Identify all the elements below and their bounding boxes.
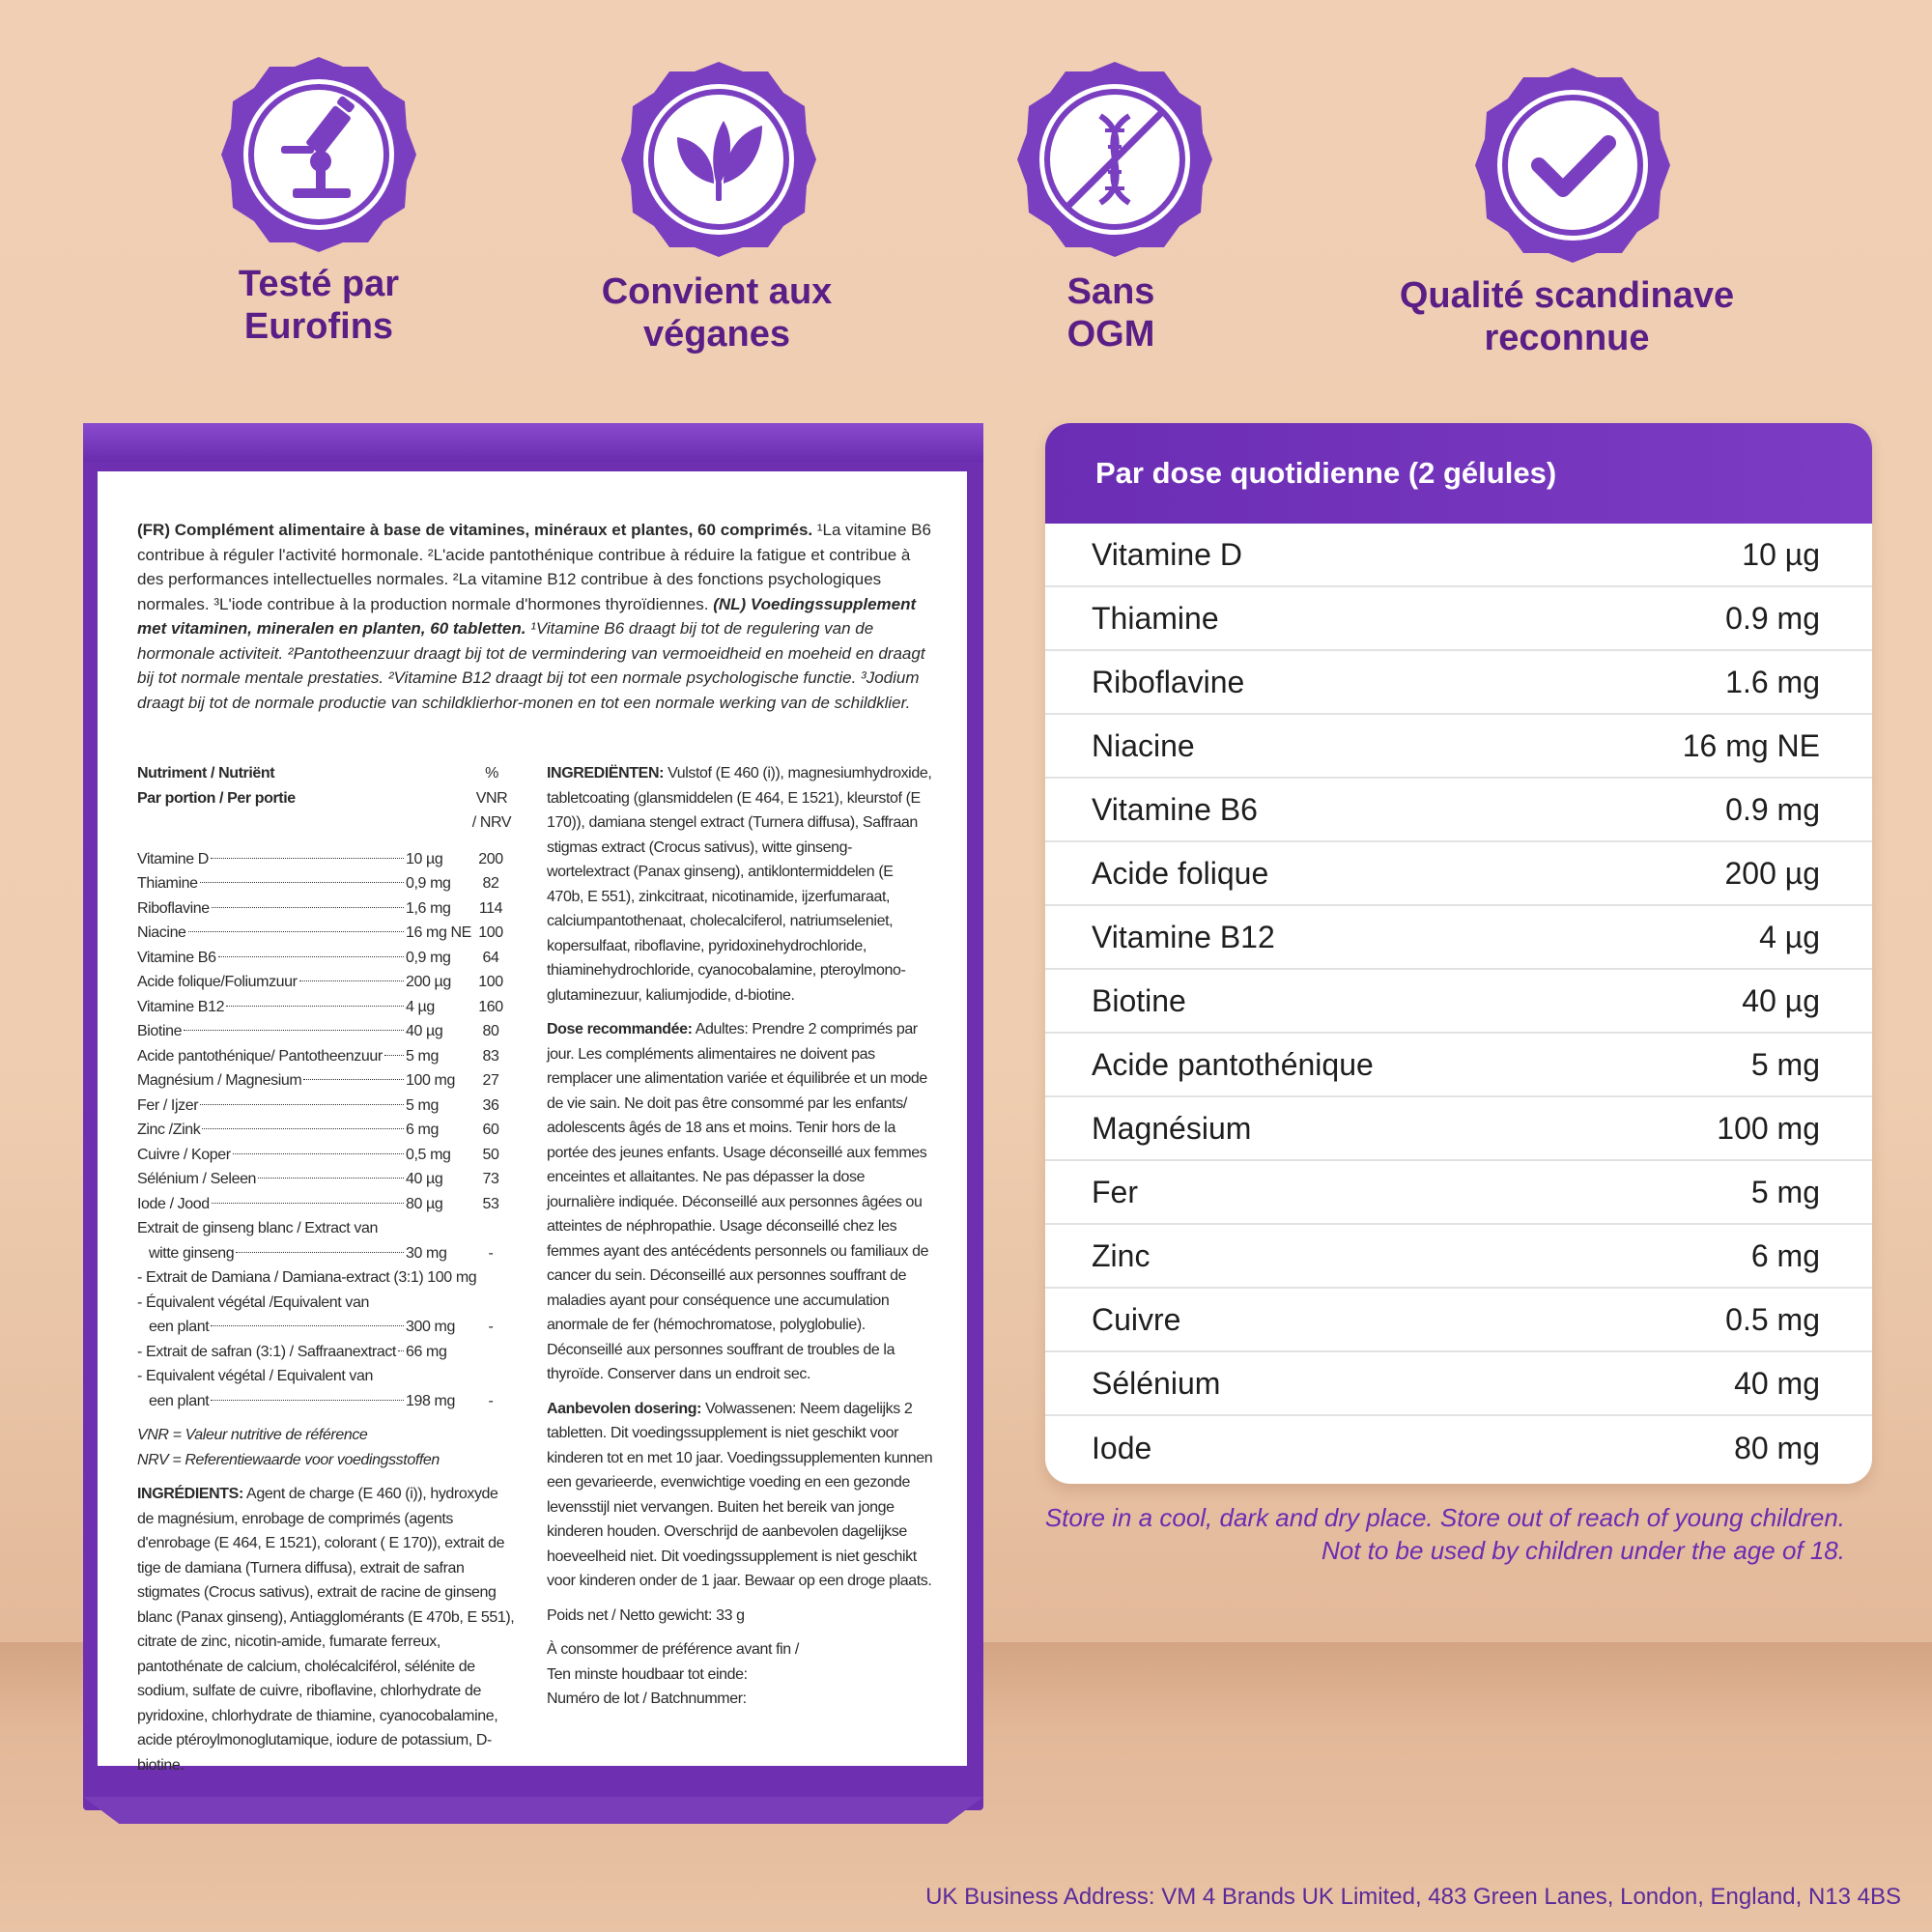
table-row-value: 1.6 mg [1725, 664, 1820, 699]
nutrient-amount: 5 mg [406, 1096, 439, 1114]
leader-dots [226, 1006, 404, 1007]
no-dna-icon [1013, 58, 1216, 261]
badge-vegan [612, 58, 825, 261]
table-row-name: Zinc [1092, 1237, 1151, 1273]
nutrient-amount: 200 µg [406, 974, 451, 990]
table-row [1045, 970, 1872, 1034]
badge-quality-label: Qualité scandinave reconnue [1399, 275, 1735, 358]
net-weight: Poids net / Netto gewicht: 33 g [547, 1606, 745, 1624]
herb-name: witte ginseng [149, 1244, 235, 1262]
leader-dots [303, 1079, 404, 1080]
table-row-value: 0.9 mg [1725, 600, 1820, 636]
table-row-value: 40 µg [1742, 982, 1820, 1018]
nutrient-row [137, 970, 516, 995]
table-row-name: Magnésium [1092, 1110, 1252, 1146]
daily-dose-table-header: Par dose quotidienne (2 gélules) [1045, 423, 1872, 524]
badge-vegan-label: Convient aux véganes [601, 271, 833, 355]
nutrient-vnr: 100 [478, 924, 503, 941]
nutrient-amount: 80 µg [406, 1195, 443, 1212]
table-row-name: Fer [1092, 1174, 1138, 1209]
product-label-text [137, 518, 939, 1774]
table-row [1045, 1034, 1872, 1097]
nutrient-name: Acide folique/Foliumzuur [137, 974, 298, 990]
leaf-icon [617, 58, 820, 261]
nutrient-name: Niacine [137, 924, 186, 941]
leader-dots [212, 1203, 404, 1204]
table-row-value: 5 mg [1750, 1174, 1820, 1209]
product-box-top [83, 423, 983, 462]
nutrient-vnr: 80 [482, 1023, 499, 1039]
table-row-name: Vitamine B12 [1092, 919, 1275, 954]
leader-dots [233, 1153, 404, 1154]
nutrient-row [137, 1019, 516, 1044]
leader-dots [184, 1030, 404, 1031]
product-box-bottom [83, 1797, 983, 1824]
nutrient-vnr: 114 [478, 899, 503, 917]
leader-dots [258, 1178, 404, 1179]
badge-non-gmo [1009, 58, 1221, 261]
nutrient-row [137, 1192, 516, 1217]
table-row-name: Thiamine [1092, 600, 1219, 636]
nutrient-amount: 6 mg [406, 1122, 439, 1138]
herb-name: een plant [149, 1392, 210, 1409]
dosage-nl: Aanbevolen dosering: Volwassenen: Neem dagelijks 2 tabletten. Dit voedingssupplement is niet geschikt voor kinderen tot en met 10 jaar. Voedingssupplementen kunnen een gevarieerde, evenwichtige voeding en een gezonde levensstijl niet vervangen. Buiten het bereik van jonge kinderen houden. Overschrijd de aanbevolen dagelijkse hoeveelheid niet. Dit voedingssupplement is niet geschikt voor kinderen onder de 1 jaar. Bewaar op een droge plaats. [547, 1400, 933, 1589]
nutrient-row [137, 1118, 516, 1143]
nutrient-vnr: 100 [478, 974, 503, 990]
badge-non-gmo-label: Sans OGM [1066, 271, 1155, 355]
nutrition-header: Nutriment / Nutriënt Par portion / Per portie % VNR / NRV [137, 765, 512, 831]
table-row-name: Cuivre [1092, 1301, 1181, 1337]
leader-dots [384, 1055, 404, 1056]
leader-dots [211, 858, 404, 859]
ingredients-nl: INGREDIËNTEN: Vulstof (E 460 (i)), magnesiumhydroxide, tabletcoating (glansmiddelen (E 464, E 1521), kleurstof (E 170)), damiana stengel extract (Turnera diffusa), Saffraan stigmas extract (Crocus sativus), witte ginseng-wortelextract (Panax ginseng), antiklontermiddelen (E 470b, E 551), zinkcitraat, nicotinamide, ijzerfumaraat, calciumpantothenaat, cholecalciferol, natriumseleniet, kopersulfaat, riboflavine, pyridoxinehydrochloride, thiaminehydrochloride, cyanocobalamine, pteroylmono-glutaminezuur, kaliumjodide, d-biotine. [547, 765, 932, 1004]
nutrient-vnr: 60 [482, 1122, 499, 1138]
leader-dots [299, 980, 404, 981]
nutrient-vnr: 27 [482, 1072, 499, 1089]
badge-eurofins-label: Testé par Eurofins [238, 264, 400, 347]
nutrient-name: Acide pantothénique/ Pantotheenzuur [137, 1047, 383, 1065]
table-row-value: 0.9 mg [1725, 791, 1820, 827]
herb-amount: 100 mg [427, 1269, 477, 1286]
table-row-name: Acide pantothénique [1092, 1046, 1374, 1082]
storage-note: Store in a cool, dark and dry place. Store out of reach of young children. Not to be used by children under the age of 18. [1044, 1503, 1845, 1565]
table-row-name: Biotine [1092, 982, 1186, 1018]
nutrient-amount: 1,6 mg [406, 899, 451, 917]
herb-amount: 66 mg [406, 1343, 447, 1360]
badge-quality [1466, 64, 1679, 267]
nutrient-vnr: 36 [482, 1096, 499, 1114]
herb-row [137, 1340, 516, 1365]
table-row-value: 80 mg [1734, 1430, 1820, 1465]
nutrient-name: Vitamine B6 [137, 949, 216, 966]
table-row [1045, 779, 1872, 842]
nutrient-name: Magnésium / Magnesium [137, 1072, 302, 1089]
leader-dots [211, 1325, 404, 1326]
nutrient-amount: 0,9 mg [406, 875, 451, 892]
ingredients-column [547, 761, 933, 1712]
nutrient-row [137, 847, 516, 872]
herb-name: een plant [149, 1319, 210, 1335]
dosage-fr: Dose recommandée: Adultes: Prendre 2 comprimés par jour. Les compléments alimentaires ne doivent pas remplacer une alimentation variée et équilibrée et un mode de vie sain. Ne doit pas être consommé par les enfants/ adolescents âgés de 18 ans et moins. Tenir hors de la portée des jeunes enfants. Usage déconseillé aux femmes enceintes et allaitantes. Ne pas dépasser la dose journalière indiquée. Déconseillé aux personnes âgées ou atteintes de néphropathie. Usage déconseillé chez les femmes ayant des antécédents personnels ou familiaux de cancer du sein. Déconseillé aux personnes souffrant de maladies ayant pour conséquence une accumulation anormale de fer (hémochromatose, polyglobulie). Déconseillé aux personnes souffrant de troubles de la thyroïde. Conserver dans un endroit sec. [547, 1021, 929, 1382]
nutrient-list [137, 847, 516, 1217]
nutrient-vnr: 200 [478, 850, 503, 867]
daily-dose-table-body [1045, 524, 1872, 1480]
nutrient-name: Fer / Ijzer [137, 1096, 199, 1114]
nutrient-name: Vitamine B12 [137, 998, 225, 1015]
table-row [1045, 715, 1872, 779]
table-row [1045, 906, 1872, 970]
nutrient-amount: 0,5 mg [406, 1146, 451, 1163]
herb-label: - Equivalent végétal / Equivalent van [137, 1368, 374, 1384]
table-row-value: 40 mg [1734, 1365, 1820, 1401]
nutrient-row [137, 871, 516, 896]
table-row-name: Niacine [1092, 727, 1195, 763]
nutrient-name: Riboflavine [137, 899, 210, 917]
table-row-name: Vitamine D [1092, 536, 1242, 572]
nutrient-amount: 100 mg [406, 1072, 455, 1089]
nutrient-name: Iode / Jood [137, 1195, 210, 1212]
ingredients-fr: INGRÉDIENTS: Agent de charge (E 460 (i)), hydroxyde de magnésium, enrobage de comprimés (agents d'enrobage (E 464, E 1521), colorant ( E 170)), extrait de tige de damiana (Turnera diffusa), extrait de safran stigmates (Crocus sativus), extrait de racine de ginseng blanc (Panax ginseng), Antiagglomérants (E 470b, E 551), citrate de zinc, nicotin-amide, fumarate ferreux, pantothénate de calcium, cholécalciférol, sélénite de sodium, sulfate de cuivre, riboflavine, chlorhydrate de pyridoxine, chlorhydrate de thiamine, cyanocobalamine, acide ptéroylmonoglutamique, iodure de potassium, D-biotine. [137, 1486, 515, 1774]
herb-row [137, 1265, 516, 1291]
leader-dots [188, 931, 404, 932]
nutrient-name: Thiamine [137, 875, 198, 892]
herb-vnr: - [488, 1392, 494, 1409]
table-row [1045, 1416, 1872, 1480]
herb-row [137, 1389, 516, 1414]
nutrition-column [137, 761, 516, 1777]
table-row-value: 4 µg [1759, 919, 1820, 954]
nutrient-amount: 0,9 mg [406, 949, 451, 966]
leader-dots [200, 882, 404, 883]
nutrient-name: Vitamine D [137, 850, 209, 867]
table-row-value: 6 mg [1750, 1237, 1820, 1273]
herb-name: - Extrait de Damiana / Damiana-extract (3:1) [137, 1269, 424, 1286]
leader-dots [398, 1350, 404, 1351]
herb-amount: 198 mg [406, 1392, 455, 1409]
herb-vnr: - [488, 1244, 494, 1262]
nutrient-amount: 10 µg [406, 850, 443, 867]
table-row [1045, 651, 1872, 715]
herb-row [137, 1315, 516, 1340]
table-row-name: Sélénium [1092, 1365, 1221, 1401]
nutrient-amount: 40 µg [406, 1171, 443, 1187]
table-row-name: Iode [1092, 1430, 1152, 1465]
table-row-name: Acide folique [1092, 855, 1269, 891]
table-row-value: 5 mg [1750, 1046, 1820, 1082]
table-row [1045, 1225, 1872, 1289]
table-row-value: 0.5 mg [1725, 1301, 1820, 1337]
leader-dots [211, 1400, 404, 1401]
leader-dots [236, 1252, 404, 1253]
table-row-value: 200 µg [1724, 855, 1820, 891]
leader-dots [212, 907, 404, 908]
table-row [1045, 1161, 1872, 1225]
herb-list [137, 1216, 516, 1413]
table-row-name: Riboflavine [1092, 664, 1245, 699]
table-row [1045, 1097, 1872, 1161]
nutrient-name: Biotine [137, 1023, 183, 1039]
daily-dose-table [1045, 423, 1872, 1484]
nutrient-amount: 16 mg NE [406, 924, 471, 941]
nutrient-vnr: 64 [482, 949, 499, 966]
table-row-value: 100 mg [1717, 1110, 1820, 1146]
nutrient-amount: 40 µg [406, 1023, 443, 1039]
table-row-name: Vitamine B6 [1092, 791, 1258, 827]
nutrient-row [137, 995, 516, 1020]
nutrient-name: Sélénium / Seleen [137, 1171, 257, 1187]
table-row [1045, 587, 1872, 651]
nutrient-name: Cuivre / Koper [137, 1146, 231, 1163]
nutrient-vnr: 53 [482, 1195, 499, 1212]
nutrient-row [137, 1094, 516, 1119]
herb-row [137, 1241, 516, 1266]
herb-vnr: - [488, 1319, 494, 1335]
checkmark-icon [1471, 64, 1674, 267]
herb-label: - Équivalent végétal /Equivalent van [137, 1293, 369, 1311]
nutrient-row [137, 1143, 516, 1168]
herb-amount: 30 mg [406, 1244, 447, 1262]
nutrient-row [137, 1167, 516, 1192]
best-before: À consommer de préférence avant fin / Ten minste houdbaar tot einde: Numéro de lot / Batchnummer: [547, 1641, 799, 1707]
nutrient-vnr: 83 [482, 1047, 499, 1065]
table-row [1045, 842, 1872, 906]
nutrient-vnr: 82 [482, 875, 499, 892]
nutrient-amount: 5 mg [406, 1047, 439, 1065]
nutrient-row [137, 1068, 516, 1094]
nutrient-amount: 4 µg [406, 998, 435, 1015]
microscope-icon [217, 53, 420, 256]
nutrient-vnr: 160 [478, 998, 503, 1015]
herb-name: - Extrait de safran (3:1) / Saffraanextract [137, 1343, 396, 1360]
nutrient-name: Zinc /Zink [137, 1122, 201, 1138]
nutrient-vnr: 73 [482, 1171, 499, 1187]
leader-dots [200, 1104, 404, 1105]
leader-dots [218, 956, 404, 957]
nutrient-row [137, 946, 516, 971]
business-address: UK Business Address: VM 4 Brands UK Limited, 483 Green Lanes, London, England, N13 4BS [925, 1884, 1901, 1910]
nutrient-row [137, 921, 516, 946]
herb-amount: 300 mg [406, 1319, 455, 1335]
table-row-value: 10 µg [1742, 536, 1820, 572]
leader-dots [202, 1128, 404, 1129]
nutrient-row [137, 896, 516, 922]
nutrient-vnr: 50 [482, 1146, 499, 1163]
nutrition-legend: VNR = Valeur nutritive de référence NRV = Referentiewaarde voor voedingsstoffen [137, 1427, 440, 1468]
table-row-value: 16 mg NE [1682, 727, 1820, 763]
table-row [1045, 1289, 1872, 1352]
table-row [1045, 1352, 1872, 1416]
table-row [1045, 524, 1872, 587]
badge-eurofins [213, 53, 425, 256]
label-intro: (FR) Complément alimentaire à base de vitamines, minéraux et plantes, 60 comprimés. ¹La vitamine B6 contribue à réguler l'activité hormonale. ²L'acide pantothénique contribue à réduire la fatigue et contribue à des performances intellectuelles normales. ²La vitamine B12 contribue à des fonctions psychologiques normales. ³L'iode contribue à la production normale d'hormones thyroïdiennes. (NL) Voedingssupplement met vitaminen, mineralen en planten, 60 tabletten. ¹Vitamine B6 draagt bij tot de regulering van de hormonale activiteit. ²Pantotheenzuur draagt bij tot de vermindering van vermoeidheid en moeheid en draagt bij tot normale mentale prestaties. ²Vitamine B12 draagt bij tot een normale psychologische functie. ³Jodium draagt bij tot de normale productie van schildklierhor-monen en tot een normale werking van de schildklier. [137, 521, 931, 712]
herb-label: Extrait de ginseng blanc / Extract van [137, 1220, 378, 1236]
nutrient-row [137, 1044, 516, 1069]
